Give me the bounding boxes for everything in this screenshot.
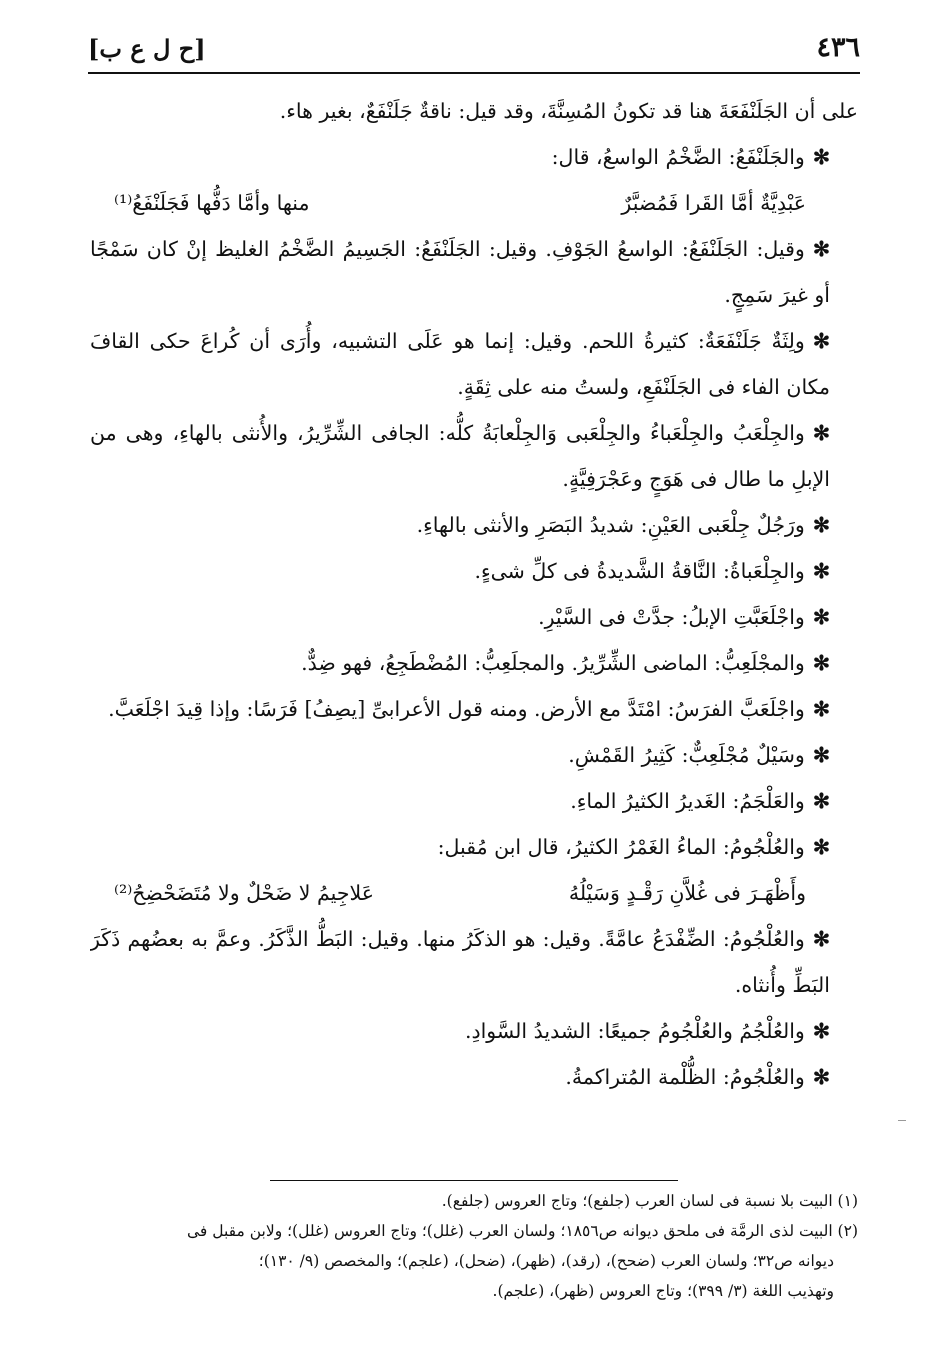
entry-star-icon: ✻ xyxy=(812,743,830,767)
verse-line xyxy=(90,870,858,916)
dictionary-entry xyxy=(90,1054,858,1100)
dictionary-entry xyxy=(90,318,858,410)
entry-text: والعُلْجُومُ: الضِّفْدَعُ عامَّةً. وقيل: هو الذكَرُ منها. وقيل: البَطُّ الذَّكَرُ. وعمَّ به بعضُهم ذَكَرَ البَطِّ وأُنثاه. xyxy=(90,927,830,997)
footnote-line: وتهذيب اللغة (٣/ ٣٩٩)؛ وتاج العروس (ظهر)، (علجم). xyxy=(492,1282,834,1300)
footnote-line: ديوانه ص٣٢؛ ولسان العرب (ضحح)، (رقد)، (ظهر)، (ضحل)، (علجم)؛ والمخصص (٩/ ١٣٠)؛ xyxy=(258,1252,834,1270)
entry-star-icon: ✻ xyxy=(812,513,830,537)
verse-second-hemistich: عَلاجِيمُ لا ضَحْلٌ ولا مُتَضَحْضِحُ⁽²⁾ xyxy=(114,881,374,905)
entry-star-icon: ✻ xyxy=(812,789,830,813)
entry-star-icon: ✻ xyxy=(812,559,830,583)
dictionary-entry xyxy=(90,732,858,778)
entry-star-icon: ✻ xyxy=(812,145,830,169)
entry-star-icon: ✻ xyxy=(812,421,830,445)
entry-star-icon: ✻ xyxy=(812,605,830,629)
dictionary-entry xyxy=(90,594,858,640)
entry-text: ورَجُلٌ جِلْعَبى العَيْنِ: شديدُ البَصَرِ والأنثى بالهاءِ. xyxy=(416,513,805,537)
entry-star-icon: ✻ xyxy=(812,697,830,721)
dictionary-entry xyxy=(90,502,858,548)
entry-text: والعُلْجُومُ: الماءُ الغَمْرُ الكثيرُ، قال ابن مُقبل: xyxy=(437,835,805,859)
paragraph xyxy=(90,88,858,134)
entry-text: والعُلْجُومُ: الظُّلْمة المُتراكمةُ. xyxy=(565,1065,805,1089)
verse-first-hemistich: عَبْدِيَّةٌ أمَّا القَرا فَمُضبَّرٌ xyxy=(621,191,806,215)
dictionary-entry xyxy=(90,226,858,318)
margin-mark xyxy=(898,1120,906,1121)
dictionary-entry xyxy=(90,640,858,686)
page-number: ٤٣٦ xyxy=(816,32,860,63)
entry-star-icon: ✻ xyxy=(812,1065,830,1089)
dictionary-entry xyxy=(90,1008,858,1054)
entry-star-icon: ✻ xyxy=(812,329,830,353)
entry-star-icon: ✻ xyxy=(812,835,830,859)
entry-text: والعُلْجُمُ والعُلْجُومُ جميعًا: الشديدُ السَّوادِ. xyxy=(464,1019,805,1043)
entry-text: ولِثَةٌ جَلَنْفَعَةٌ: كثيرةُ اللحم. وقيل: إنما هو عَلَى التشبيه، وأُرَى أن كُراعَ حكى القافَ مكان الفاء فى الجَلَنْفَعِ، ولستُ منه على ثِقَةٍ. xyxy=(90,329,830,399)
entry-star-icon: ✻ xyxy=(812,1019,830,1043)
entry-text: والجِلْعَبُ والجِلْعَباءُ والجِلْعَبى وَالجِلْعابَةُ كلُّه: الجافى الشِّرِّيرُ، والأُنثى بالهاءِ، وهى من الإبلِ ما طال فى هَوَجٍ وعَجْرَفِيَّةٍ. xyxy=(90,421,830,491)
entry-star-icon: ✻ xyxy=(812,651,830,675)
entry-text: والجَلَنْفَعُ: الضَّخْمُ الواسعُ، قال: xyxy=(551,145,805,169)
verse-line xyxy=(90,180,858,226)
entry-text: والمجْلَعِبُّ: الماضى الشِّرِّيرُ. والمجلَعِبُّ: المُضْطَجِعُ، فهو ضِدٌّ. xyxy=(301,651,805,675)
dictionary-entry xyxy=(90,778,858,824)
dictionary-entry xyxy=(90,134,858,180)
dictionary-entry xyxy=(90,410,858,502)
footnotes xyxy=(90,1186,858,1306)
verse-first-hemistich: وأَظْهَـرَ فى غُلاَّنِ رَقْـدٍ وَسَيْلُهُ xyxy=(568,881,806,905)
dictionary-entry xyxy=(90,916,858,1008)
entry-star-icon: ✻ xyxy=(812,237,830,261)
footnote-line: (٢) البيت لذى الرمَّة فى ملحق ديوانه ص١٨٥٦؛ ولسان العرب (غلل)؛ وتاج العروس (غلل)؛ ولابن مقبل فى xyxy=(187,1222,858,1240)
verse-second-hemistich: منها وأمَّا دَفُّها فَجَلَنْفَعُ⁽¹⁾ xyxy=(114,191,310,215)
main-text xyxy=(90,88,858,1100)
entry-star-icon: ✻ xyxy=(812,927,830,951)
page-header xyxy=(88,30,860,70)
entry-text: وسَيْلٌ مُجْلَعِبٌّ: كَثِيرُ القَمْشِ. xyxy=(568,743,805,767)
entry-text: واجْلَعَبَّتِ الإبلُ: جدَّتْ فى السَّيْرِ. xyxy=(538,605,805,629)
header-rule xyxy=(88,72,860,74)
root-letters-label: [ح ل ع ب] xyxy=(88,34,206,63)
entry-text: والعَلْجَمُ: الغَديرُ الكثيرُ الماءِ. xyxy=(570,789,805,813)
dictionary-entry xyxy=(90,686,858,732)
footnote-line: (١) البيت بلا نسبة فى لسان العرب (جلفع)؛ وتاج العروس (جلفع). xyxy=(441,1192,858,1210)
footnote-separator xyxy=(270,1180,678,1181)
entry-text: على أن الجَلَنْفَعَةَ هنا قد تكونُ المُسِنَّةَ، وقد قيل: ناقةٌ جَلَنْفَعٌ، بغير هاء. xyxy=(279,99,858,123)
entry-text: والجِلْعَباةُ: النَّاقةُ الشَّديدةُ فى كلِّ شىءٍ. xyxy=(474,559,805,583)
dictionary-entry xyxy=(90,548,858,594)
entry-text: وقيل: الجَلَنْفَعُ: الواسعُ الجَوْفِ. وقيل: الجَلَنْفَعُ: الجَسِيمُ الضَّخْمُ الغليظ إنْ كان سَمْجًا أو غيرَ سَمِجٍ. xyxy=(90,237,830,307)
entry-text: واجْلَعَبَّ الفرَسُ: امْتَدَّ مع الأرض. ومنه قول الأعرابىِّ [يصِفُ] فَرَسًا: وإذا قِيدَ اجْلَعَبَّ. xyxy=(108,697,805,721)
dictionary-entry xyxy=(90,824,858,870)
